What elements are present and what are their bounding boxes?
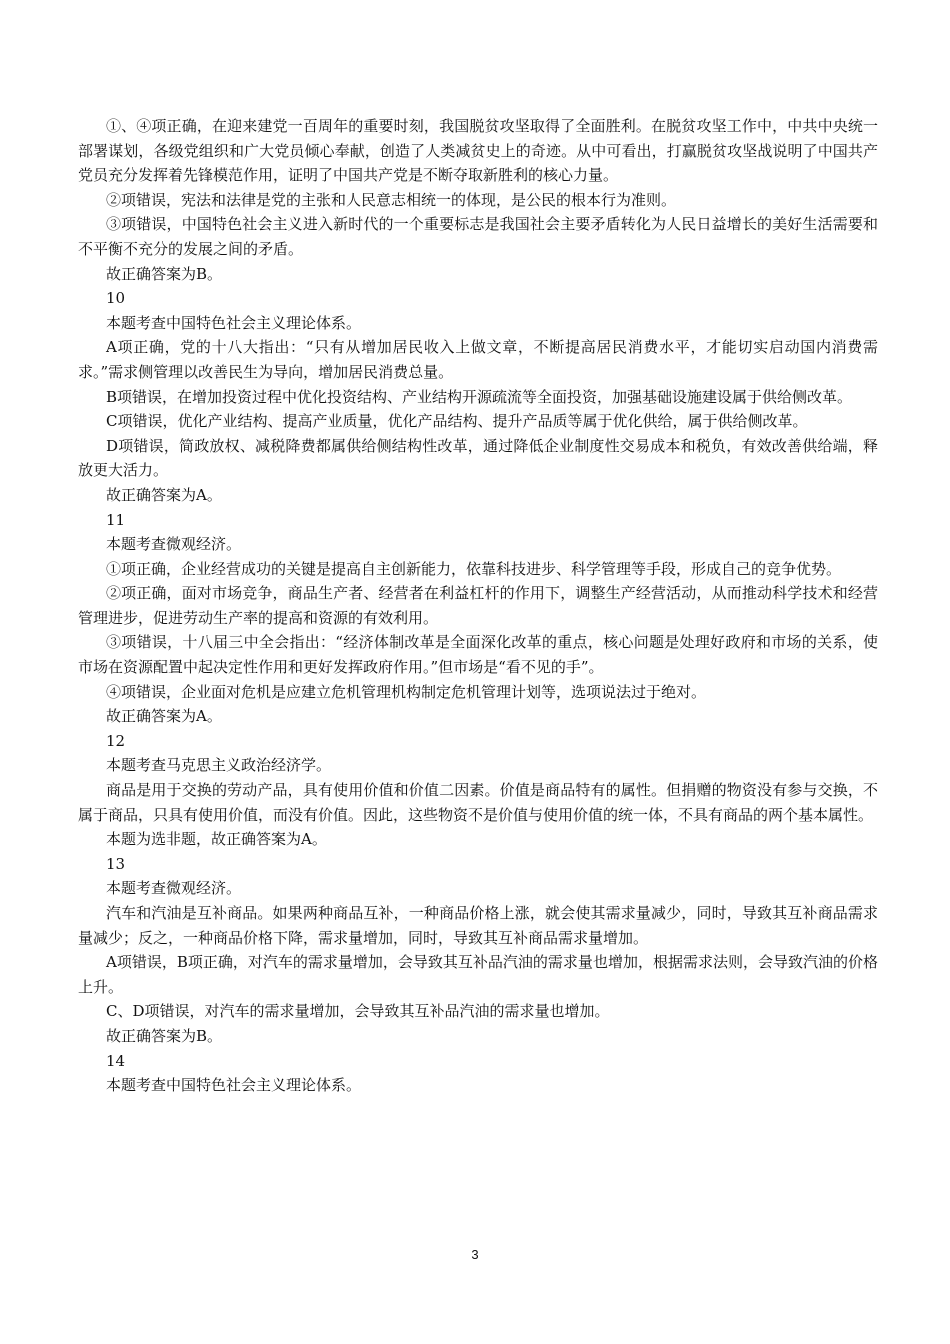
paragraph: 本题考查中国特色社会主义理论体系。 (106, 313, 362, 332)
paragraph: 14 (106, 1051, 126, 1070)
paragraph: ②项正确，面对市场竞争，商品生产者、经营者在利益杠杆的作用下，调整生产经营活动，从而推动科学技术和经营管理进步，促进劳动生产率的提高和资源的有效利用。 (78, 584, 878, 627)
paragraph: ③项错误，十八届三中全会指出：“经济体制改革是全面深化改革的重点，核心问题是处理好政府和市场的关系，使市场在资源配置中起决定性作用和更好发挥政府作用。”但市场是“看不见的手”。 (78, 633, 878, 677)
paragraph: 10 (106, 289, 126, 308)
paragraph: 本题为选非题，故正确答案为A。 (106, 830, 327, 849)
paragraph: 故正确答案为B。 (106, 1026, 223, 1045)
paragraph: 13 (106, 854, 126, 873)
paragraph: C项错误，优化产业结构、提高产业质量，优化产品结构、提升产品质等属于优化供给，属于供给侧改革。 (106, 412, 808, 431)
paragraph: 商品是用于交换的劳动产品，具有使用价值和价值二因素。价值是商品特有的属性。但捐赠的物资没有参与交换，不属于商品，只具有使用价值，而没有价值。因此，这些物资不是价值与使用价值的统一体，不具有商品的两个基本属性。 (78, 781, 878, 824)
paragraph: C、D项错误，对汽车的需求量增加，会导致其互补品汽油的需求量也增加。 (106, 1002, 610, 1021)
paragraph: 本题考查微观经济。 (106, 879, 242, 898)
paragraph: 11 (106, 510, 126, 529)
document-body (78, 114, 878, 1098)
paragraph: ②项错误，宪法和法律是党的主张和人民意志相统一的体现，是公民的根本行为准则。 (106, 190, 677, 209)
paragraph: 本题考查微观经济。 (106, 535, 242, 554)
paragraph: 本题考查马克思主义政治经济学。 (106, 756, 332, 775)
paragraph: 12 (106, 731, 126, 750)
paragraph: 汽车和汽油是互补商品。如果两种商品互补，一种商品价格上涨，就会使其需求量减少，同时，导致其互补商品需求量减少；反之，一种商品价格下降，需求量增加，同时，导致其互补商品需求量增加。 (78, 904, 878, 947)
paragraph: 故正确答案为A。 (106, 485, 222, 504)
page-number: 3 (471, 1247, 479, 1262)
paragraph: 本题考查中国特色社会主义理论体系。 (106, 1076, 362, 1095)
paragraph: ①、④项正确，在迎来建党一百周年的重要时刻，我国脱贫攻坚取得了全面胜利。在脱贫攻坚工作中，中共中央统一部署谋划，各级党组织和广大党员倾心奉献，创造了人类减贫史上的奇迹。从中可看出，打赢脱贫攻坚战说明了中国共产党员充分发挥着先锋模范作用，证明了中国共产党是不断夺取新胜利的核心力量。 (78, 117, 878, 185)
paragraph: B项错误，在增加投资过程中优化投资结构、产业结构开源疏流等全面投资，加强基础设施建设属于供给侧改革。 (106, 387, 853, 406)
paragraph: 故正确答案为B。 (106, 264, 223, 283)
paragraph: ④项错误，企业面对危机是应建立危机管理机构制定危机管理计划等，选项说法过于绝对。 (106, 682, 707, 701)
paragraph: 故正确答案为A。 (106, 707, 222, 726)
paragraph: A项错误，B项正确，对汽车的需求量增加，会导致其互补品汽油的需求量也增加，根据需求法则，会导致汽油的价格上升。 (78, 953, 878, 996)
paragraph: D项错误，简政放权、减税降费都属供给侧结构性改革，通过降低企业制度性交易成本和税负，有效改善供给端，释放更大活力。 (78, 436, 878, 480)
paragraph: ①项正确，企业经营成功的关键是提高自主创新能力，依靠科技进步、科学管理等手段，形成自己的竞争优势。 (106, 559, 842, 578)
paragraph: ③项错误，中国特色社会主义进入新时代的一个重要标志是我国社会主要矛盾转化为人民日益增长的美好生活需要和不平衡不充分的发展之间的矛盾。 (78, 215, 878, 258)
paragraph: A项正确，党的十八大指出：“只有从增加居民收入上做文章，不断提高居民消费水平，才能切实启动国内消费需求。”需求侧管理以改善民生为导向，增加居民消费总量。 (78, 338, 878, 381)
